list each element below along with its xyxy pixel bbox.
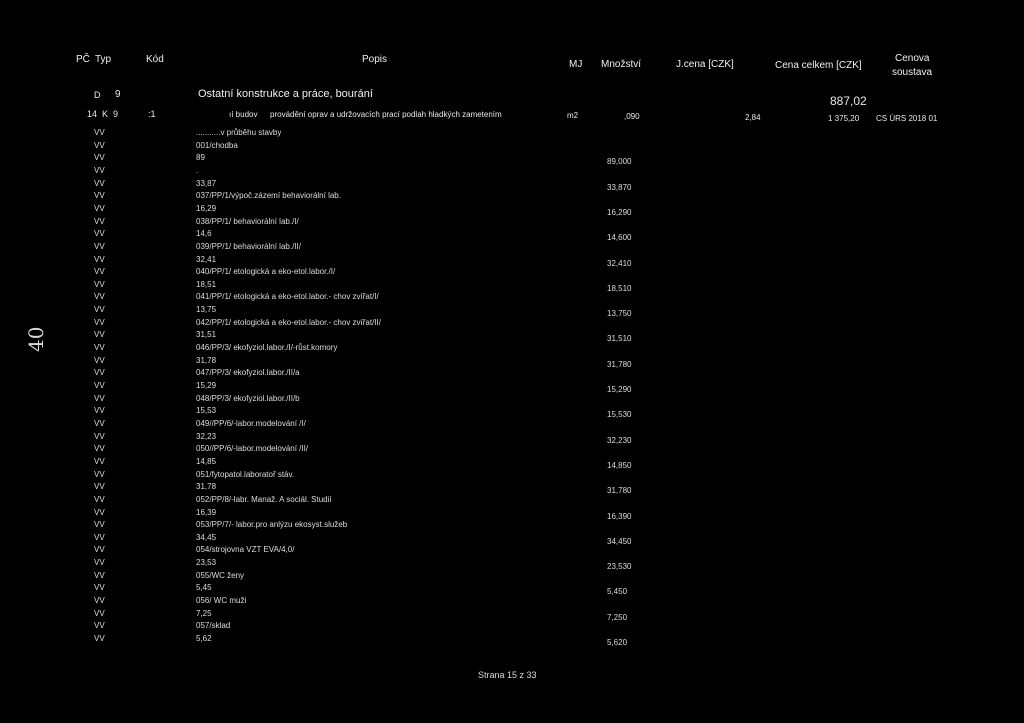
vv-row-qty: 5,450	[607, 587, 628, 596]
vv-row-qty: 31,780	[607, 486, 632, 495]
vv-row-qty: 15,290	[607, 385, 632, 394]
col-cenova-header: Cenova	[895, 53, 930, 64]
vv-row-text: 040/PP/1/ etologická a eko-etol.labor./I/	[196, 267, 336, 276]
vv-label: VV	[94, 179, 105, 188]
item-cena-celkem: 1 375,20	[828, 114, 860, 123]
vv-row-qty: 89,000	[607, 157, 632, 166]
vv-row-qty: 5,620	[607, 638, 628, 647]
item-popis-a: ıí budov	[229, 110, 258, 119]
vv-label: VV	[94, 482, 105, 491]
vv-row-text: 050//PP/6/-labor.modelování /II/	[196, 444, 309, 453]
item-kod-suffix: :1	[148, 109, 156, 119]
vv-label: VV	[94, 394, 105, 403]
vv-row-text: 33,87	[196, 179, 217, 188]
vv-label: VV	[94, 217, 105, 226]
vv-row-qty: 32,230	[607, 436, 632, 445]
vv-row-text: 056/ WC muži	[196, 596, 247, 605]
vv-row-text: 5,62	[196, 634, 212, 643]
vv-row-qty: 7,250	[607, 613, 628, 622]
vv-row-text: 047/PP/3/ ekofyziol.labor./II/a	[196, 368, 300, 377]
vv-label: VV	[94, 419, 105, 428]
vv-label: VV	[94, 583, 105, 592]
section-total: 887,02	[830, 94, 867, 108]
vv-label: VV	[94, 330, 105, 339]
vv-row-text: 18,51	[196, 280, 217, 289]
vv-label: VV	[94, 280, 105, 289]
vv-row-text: 14,6	[196, 229, 212, 238]
vv-label: VV	[94, 621, 105, 630]
vv-row-text: 055/WC ženy	[196, 571, 245, 580]
page-footer: Strana 15 z 33	[478, 670, 537, 680]
section-title: Ostatní konstrukce a práce, bourání	[198, 88, 373, 100]
vv-label: VV	[94, 255, 105, 264]
vv-row-text: 5,45	[196, 583, 212, 592]
col-kod-header: Kód	[146, 54, 164, 65]
vv-row-text: 31,78	[196, 482, 217, 491]
vv-label: VV	[94, 470, 105, 479]
section-code: 9	[115, 89, 121, 100]
vv-label: VV	[94, 596, 105, 605]
col-mj-header: MJ	[569, 59, 583, 70]
vv-row-text: 052/PP/8/-labr. Manaž. A sociál. Studií	[196, 495, 332, 504]
vv-row-qty: 32,410	[607, 259, 632, 268]
vv-label: VV	[94, 508, 105, 517]
vv-row-text: 13,75	[196, 305, 217, 314]
vv-row-qty: 31,780	[607, 360, 632, 369]
vv-label: VV	[94, 292, 105, 301]
vv-label: VV	[94, 368, 105, 377]
col-jcena-header: J.cena [CZK]	[676, 59, 734, 70]
vv-row-text: 32,41	[196, 255, 217, 264]
vv-label: VV	[94, 191, 105, 200]
vv-row-qty: 18,510	[607, 284, 632, 293]
vv-row-text: ...........v průběhu stavby	[196, 128, 282, 137]
vv-row-qty: 14,850	[607, 461, 632, 470]
vv-row-qty: 16,290	[607, 208, 632, 217]
vv-row-text: 31,51	[196, 330, 217, 339]
vv-label: VV	[94, 545, 105, 554]
item-soustava: CS ÚRS 2018 01	[876, 114, 938, 123]
col-typ-header: Typ	[95, 54, 112, 65]
vv-label: VV	[94, 634, 105, 643]
vv-label: VV	[94, 571, 105, 580]
vv-row-text: 16,39	[196, 508, 217, 517]
vv-row-text: 15,53	[196, 406, 217, 415]
vv-row-text: 051/fytopatol.laboratoř stáv.	[196, 470, 295, 479]
vv-label: VV	[94, 318, 105, 327]
vv-row-text: 053/PP/7/- labor.pro anlýzu ekosyst.služeb	[196, 520, 348, 529]
vv-row-qty: 23,530	[607, 562, 632, 571]
vv-label: VV	[94, 242, 105, 251]
col-popis-header: Popis	[362, 54, 388, 65]
vv-row-qty: 14,600	[607, 233, 632, 242]
item-kod: 9	[113, 109, 119, 119]
vv-row-qty: 33,870	[607, 183, 632, 192]
vv-row-text: 7,25	[196, 609, 212, 618]
vv-row-qty: 31,510	[607, 334, 632, 343]
col-cena-celkem-header: Cena celkem [CZK]	[775, 60, 862, 71]
vv-label: VV	[94, 457, 105, 466]
vv-row-qty: 16,390	[607, 512, 632, 521]
vv-row-text: 001/chodba	[196, 141, 238, 150]
vv-label: VV	[94, 267, 105, 276]
vv-row-text: .	[196, 166, 199, 175]
col-mnozstvi-header: Množství	[601, 59, 642, 70]
vv-row-text: 041/PP/1/ etologická a eko-etol.labor.- chov zvířat/I/	[196, 292, 379, 301]
vv-label: VV	[94, 381, 105, 390]
vv-label: VV	[94, 204, 105, 213]
vv-row-text: 037/PP/1/výpoč.zázemí behaviorální lab.	[196, 191, 341, 200]
vv-label: VV	[94, 141, 105, 150]
vv-row-qty: 34,450	[607, 537, 632, 546]
item-mj: m2	[567, 111, 579, 120]
vv-row-text: 049//PP/6/-labor.modelování /I/	[196, 419, 306, 428]
col-soustava-header: soustava	[892, 67, 933, 78]
item-typ: K	[102, 109, 109, 119]
vv-label: VV	[94, 558, 105, 567]
vv-row-text: 89	[196, 153, 205, 162]
vv-row-qty: 13,750	[607, 309, 632, 318]
vv-label: VV	[94, 305, 105, 314]
col-pc-header: PČ	[76, 54, 90, 65]
vv-row-qty: 15,530	[607, 410, 632, 419]
vv-label: VV	[94, 533, 105, 542]
vv-row-text: 039/PP/1/ behaviorální lab./II/	[196, 242, 301, 251]
vv-row-text: 15,29	[196, 381, 217, 390]
vv-row-text: 34,45	[196, 533, 217, 542]
item-jcena: 2,84	[745, 113, 761, 122]
vv-row-text: 32,23	[196, 432, 217, 441]
vv-row-text: 048/PP/3/ ekofyziol.labor./II/b	[196, 394, 300, 403]
vv-label: VV	[94, 495, 105, 504]
vv-label: VV	[94, 520, 105, 529]
vv-row-text: 31,78	[196, 356, 217, 365]
vv-label: VV	[94, 609, 105, 618]
item-pc: 14	[87, 109, 98, 119]
section-d: D	[94, 90, 101, 100]
vv-label: VV	[94, 166, 105, 175]
vv-row-text: 046/PP/3/ ekofyziol.labor./I/-růst.komory	[196, 343, 338, 352]
vv-label: VV	[94, 356, 105, 365]
vv-row-text: 23,53	[196, 558, 217, 567]
item-mnozstvi: ,090	[624, 112, 640, 121]
item-popis-b: provádění oprav a udržovacích prací podlah hladkých zametením	[270, 110, 502, 119]
vv-label: VV	[94, 128, 105, 137]
vv-label: VV	[94, 406, 105, 415]
vv-label: VV	[94, 444, 105, 453]
vv-row-text: 054/strojovna VZT EVA/4,0/	[196, 545, 295, 554]
vv-label: VV	[94, 343, 105, 352]
vv-row-text: 042/PP/1/ etologická a eko-etol.labor.- chov zvířat/II/	[196, 318, 381, 327]
handwritten-mark: 40	[24, 326, 48, 352]
vv-row-text: 057/sklad	[196, 621, 231, 630]
vv-row-text: 038/PP/1/ behaviorální lab./I/	[196, 217, 299, 226]
vv-label: VV	[94, 229, 105, 238]
vv-row-text: 14,85	[196, 457, 217, 466]
vv-label: VV	[94, 432, 105, 441]
vv-label: VV	[94, 153, 105, 162]
vv-row-text: 16,29	[196, 204, 217, 213]
